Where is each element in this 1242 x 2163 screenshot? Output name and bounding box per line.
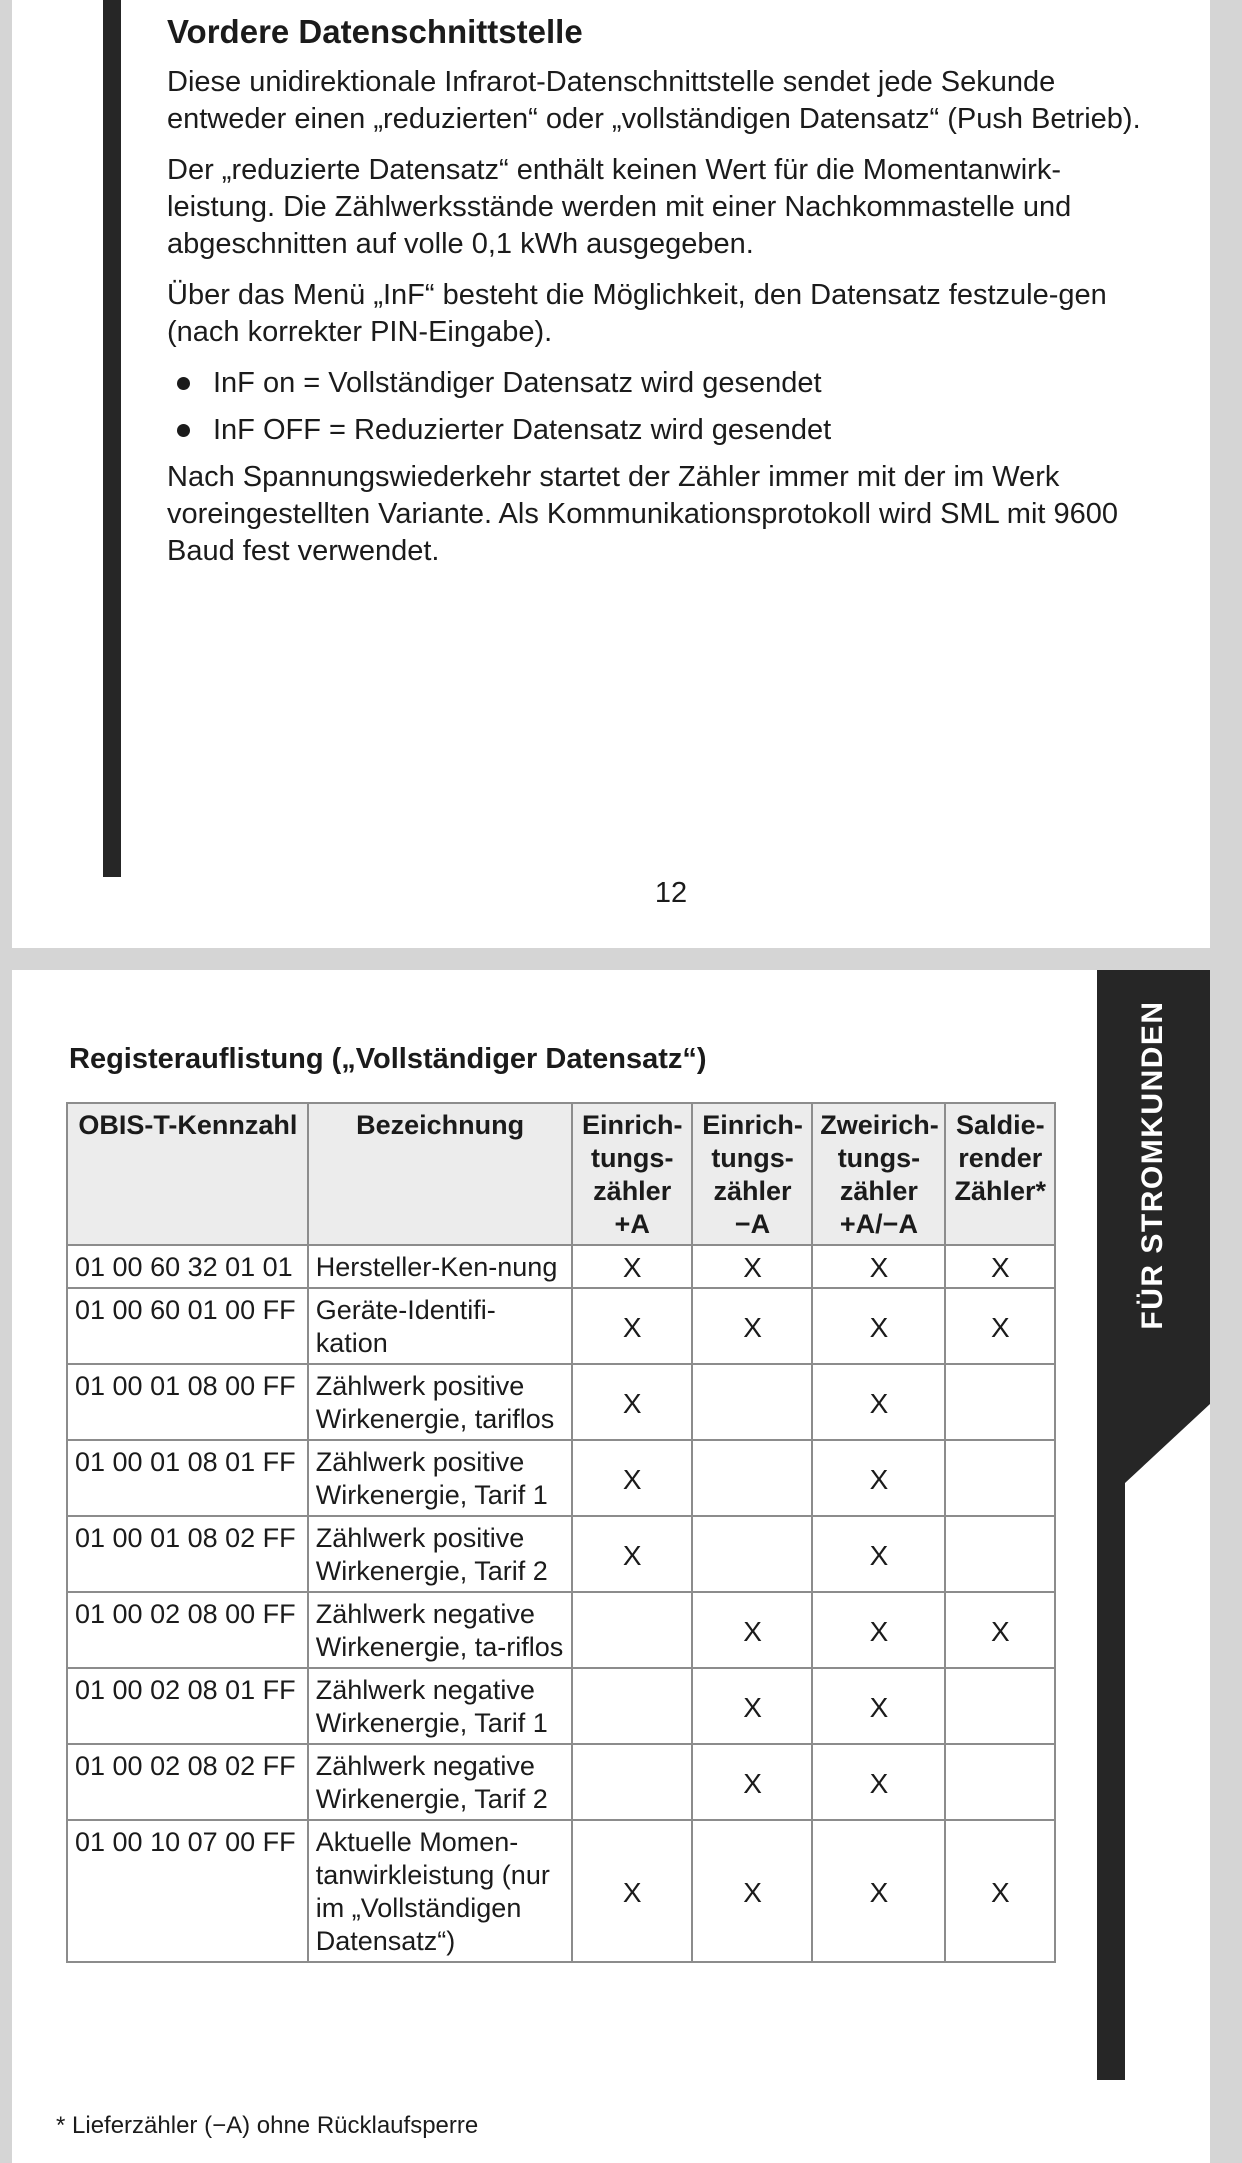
- meter-mark-cell: [945, 1668, 1055, 1744]
- footnote: * Lieferzähler (−A) ohne Rücklaufsperre: [56, 2112, 479, 2139]
- header-export-meter: Einrich-tungs-zähler −A: [692, 1103, 812, 1245]
- table-row: [67, 1592, 1055, 1668]
- header-obis-code: OBIS-T-Kennzahl: [67, 1103, 308, 1245]
- manual-page-13: [12, 970, 1210, 2163]
- table-row: [67, 1364, 1055, 1440]
- paragraph-power-return: Nach Spannungswiederkehr startet der Zähler immer mit der im Werk voreingestellten Variante. Als Kommunikationsprotokoll wird SML mit 9600 Baud fest verwendet.: [167, 461, 1119, 567]
- designation-cell: Zählwerk negative Wirkenergie, Tarif 1: [308, 1668, 572, 1744]
- side-tab-label: FÜR STROMKUNDEN: [1136, 1000, 1169, 1330]
- meter-mark-cell: X: [812, 1364, 944, 1440]
- obis-code-cell: 01 00 01 08 02 FF: [67, 1516, 308, 1592]
- page-content: [167, 10, 1157, 584]
- header-import-meter: Einrich-tungs-zähler +A: [572, 1103, 692, 1245]
- table-title: Registerauflistung („Vollständiger Datensatz“): [69, 1043, 707, 1075]
- obis-code-cell: 01 00 02 08 02 FF: [67, 1744, 308, 1820]
- meter-mark-cell: X: [812, 1820, 944, 1962]
- obis-code-cell: 01 00 02 08 01 FF: [67, 1668, 308, 1744]
- obis-code-cell: 01 00 10 07 00 FF: [67, 1820, 308, 1962]
- obis-code-cell: 01 00 60 01 00 FF: [67, 1288, 308, 1364]
- list-item-text: InF on = Vollständiger Datensatz wird gesendet: [213, 367, 822, 399]
- designation-cell: Zählwerk positive Wirkenergie, Tarif 1: [308, 1440, 572, 1516]
- meter-mark-cell: [692, 1440, 812, 1516]
- designation-cell: Aktuelle Momen-tanwirkleistung (nur im „Vollständigen Datensatz“): [308, 1820, 572, 1962]
- chapter-side-bar: [103, 0, 121, 877]
- meter-mark-cell: [945, 1516, 1055, 1592]
- meter-mark-cell: X: [945, 1820, 1055, 1962]
- paragraph-intro: Diese unidirektionale Infrarot-Datenschnittstelle sendet jede Sekunde entweder einen „reduzierten“ oder „vollständigen Datensatz“ (Push Betrieb).: [167, 66, 1141, 135]
- obis-code-cell: 01 00 01 08 00 FF: [67, 1364, 308, 1440]
- meter-mark-cell: X: [692, 1288, 812, 1364]
- meter-mark-cell: [945, 1744, 1055, 1820]
- meter-mark-cell: X: [692, 1668, 812, 1744]
- meter-mark-cell: X: [572, 1288, 692, 1364]
- table-row: [67, 1288, 1055, 1364]
- list-item-text: InF OFF = Reduzierter Datensatz wird gesendet: [213, 414, 832, 446]
- register-table: [66, 1102, 1056, 1963]
- meter-mark-cell: [572, 1592, 692, 1668]
- table-row: [67, 1668, 1055, 1744]
- manual-page-12: [12, 0, 1210, 948]
- meter-mark-cell: X: [945, 1592, 1055, 1668]
- meter-mark-cell: X: [692, 1744, 812, 1820]
- meter-mark-cell: X: [572, 1820, 692, 1962]
- meter-mark-cell: X: [945, 1245, 1055, 1288]
- meter-mark-cell: X: [692, 1592, 812, 1668]
- table-row: [67, 1245, 1055, 1288]
- meter-mark-cell: X: [812, 1668, 944, 1744]
- meter-mark-cell: X: [812, 1744, 944, 1820]
- obis-code-cell: 01 00 02 08 00 FF: [67, 1592, 308, 1668]
- obis-code-cell: 01 00 60 32 01 01: [67, 1245, 308, 1288]
- meter-mark-cell: X: [572, 1440, 692, 1516]
- meter-mark-cell: [692, 1364, 812, 1440]
- meter-mark-cell: X: [692, 1820, 812, 1962]
- designation-cell: Geräte-Identifi-kation: [308, 1288, 572, 1364]
- meter-mark-cell: X: [812, 1245, 944, 1288]
- meter-mark-cell: X: [572, 1245, 692, 1288]
- designation-cell: Zählwerk negative Wirkenergie, Tarif 2: [308, 1744, 572, 1820]
- meter-mark-cell: X: [572, 1516, 692, 1592]
- designation-cell: Zählwerk positive Wirkenergie, Tarif 2: [308, 1516, 572, 1592]
- table-row: [67, 1744, 1055, 1820]
- header-bidirectional-meter: Zweirich-tungs-zähler +A/−A: [812, 1103, 944, 1245]
- table-header-row: [67, 1103, 1055, 1245]
- bullet-icon: [177, 424, 190, 437]
- designation-cell: Zählwerk negative Wirkenergie, ta-riflos: [308, 1592, 572, 1668]
- meter-mark-cell: X: [812, 1440, 944, 1516]
- meter-mark-cell: [572, 1668, 692, 1744]
- inf-option-list: [167, 365, 1157, 449]
- list-item: [167, 412, 1157, 449]
- meter-mark-cell: X: [692, 1245, 812, 1288]
- obis-code-cell: 01 00 01 08 01 FF: [67, 1440, 308, 1516]
- designation-cell: Hersteller-Ken-nung: [308, 1245, 572, 1288]
- bullet-icon: [177, 377, 190, 390]
- meter-mark-cell: X: [812, 1288, 944, 1364]
- meter-mark-cell: X: [572, 1364, 692, 1440]
- register-table-body: [67, 1245, 1055, 1962]
- meter-mark-cell: [945, 1364, 1055, 1440]
- header-balancing-meter: Saldie-render Zähler*: [945, 1103, 1055, 1245]
- paragraph-reduced-dataset: Der „reduzierte Datensatz“ enthält keinen Wert für die Momentanwirk-leistung. Die Zählwerksstände werden mit einer Nachkommastelle und abgeschnitten auf volle 0,1 kWh ausgegeben.: [167, 154, 1072, 260]
- meter-mark-cell: [692, 1516, 812, 1592]
- meter-mark-cell: [945, 1440, 1055, 1516]
- meter-mark-cell: [572, 1744, 692, 1820]
- table-row: [67, 1516, 1055, 1592]
- table-row: [67, 1820, 1055, 1962]
- page-number: 12: [654, 877, 688, 909]
- paragraph-inf-menu: Über das Menü „InF“ besteht die Möglichkeit, den Datensatz festzule-gen (nach korrekter PIN-Eingabe).: [167, 279, 1107, 348]
- designation-cell: Zählwerk positive Wirkenergie, tariflos: [308, 1364, 572, 1440]
- side-tab: [1097, 970, 1210, 2080]
- meter-mark-cell: X: [812, 1592, 944, 1668]
- table-row: [67, 1440, 1055, 1516]
- meter-mark-cell: X: [945, 1288, 1055, 1364]
- header-designation: Bezeichnung: [308, 1103, 572, 1245]
- meter-mark-cell: X: [812, 1516, 944, 1592]
- list-item: [167, 365, 1157, 402]
- section-heading: Vordere Datenschnittstelle: [167, 13, 583, 50]
